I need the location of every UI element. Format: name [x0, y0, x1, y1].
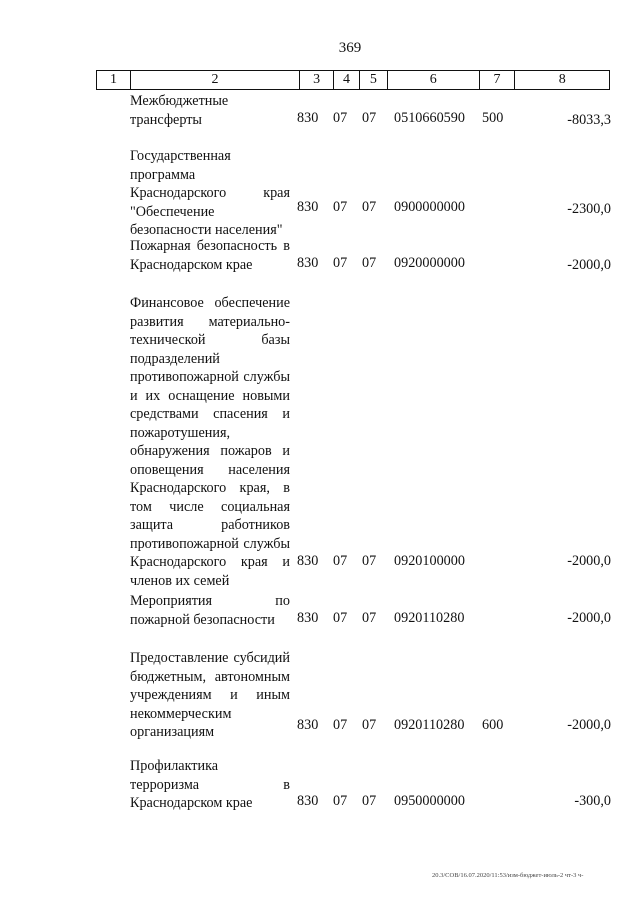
row-description: Государственная программа Краснодарского края "Обеспечение безопасности населения"	[130, 148, 290, 238]
row-rz: 07	[333, 793, 348, 809]
row-sum: -2000,0	[567, 553, 611, 569]
header-col-8: 8	[558, 72, 566, 87]
row-rz: 07	[333, 717, 348, 733]
row-sum: -2000,0	[567, 257, 611, 273]
row-description: Предоставление субсидий бюджетным, автономным учреждениям и иным некоммерческим организациям	[130, 650, 290, 740]
row-ved: 830	[297, 610, 319, 626]
header-col-7: 7	[480, 71, 516, 89]
row-rz: 07	[333, 553, 348, 569]
row-ved: 830	[297, 717, 319, 733]
row-vr: 600	[482, 717, 504, 733]
row-rz: 07	[333, 255, 348, 271]
row-sum: -8033,3	[567, 112, 611, 128]
row-csr: 0920000000	[394, 255, 465, 271]
row-pr: 07	[362, 255, 377, 271]
row-sum: -300,0	[574, 793, 611, 809]
header-col-1: 1	[97, 71, 131, 89]
table-header	[96, 70, 610, 90]
header-col-2: 2	[131, 71, 300, 89]
row-csr: 0950000000	[394, 793, 465, 809]
row-vr: 500	[482, 110, 504, 126]
row-description: Мероприятия по пожарной безопасности	[130, 593, 290, 628]
row-pr: 07	[362, 110, 377, 126]
row-pr: 07	[362, 199, 377, 215]
footer-document-stamp: 20.3/СОВ/16.07.2020/11:53/изм-бюджет-июль-2 чт-3 ч-	[432, 872, 584, 879]
row-description: Межбюджетные трансферты	[130, 93, 229, 128]
row-sum: -2000,0	[567, 717, 611, 733]
row-csr: 0920110280	[394, 717, 465, 733]
row-pr: 07	[362, 717, 377, 733]
header-col-3: 3	[300, 71, 334, 89]
row-description: Финансовое обеспечение развития материально-технической базы подразделений противопожарной службы и их оснащение новыми средствами спасения и пожаротушения, обнаружения пожаров и оповещения населения Краснодарского края, в том числе социальная защита работников противопожарной службы Краснодарского края и членов их семей	[130, 295, 290, 589]
row-csr: 0900000000	[394, 199, 465, 215]
row-pr: 07	[362, 553, 377, 569]
row-description: Пожарная безопасность в Краснодарском крае	[130, 238, 290, 273]
row-ved: 830	[297, 553, 319, 569]
row-rz: 07	[333, 199, 348, 215]
row-pr: 07	[362, 610, 377, 626]
row-csr: 0920100000	[394, 553, 465, 569]
page-number: 369	[338, 40, 362, 56]
row-csr: 0920110280	[394, 610, 465, 626]
row-ved: 830	[297, 110, 319, 126]
row-description: Профилактика терроризма в Краснодарском крае	[130, 758, 290, 811]
row-ved: 830	[297, 199, 319, 215]
row-pr: 07	[362, 793, 377, 809]
row-sum: -2300,0	[567, 201, 611, 217]
header-col-4: 4	[334, 71, 360, 89]
row-ved: 830	[297, 793, 319, 809]
row-rz: 07	[333, 610, 348, 626]
row-sum: -2000,0	[567, 610, 611, 626]
header-col-5: 5	[360, 71, 388, 89]
row-csr: 0510660590	[394, 110, 465, 126]
row-rz: 07	[333, 110, 348, 126]
row-ved: 830	[297, 255, 319, 271]
header-col-6: 6	[388, 71, 480, 89]
